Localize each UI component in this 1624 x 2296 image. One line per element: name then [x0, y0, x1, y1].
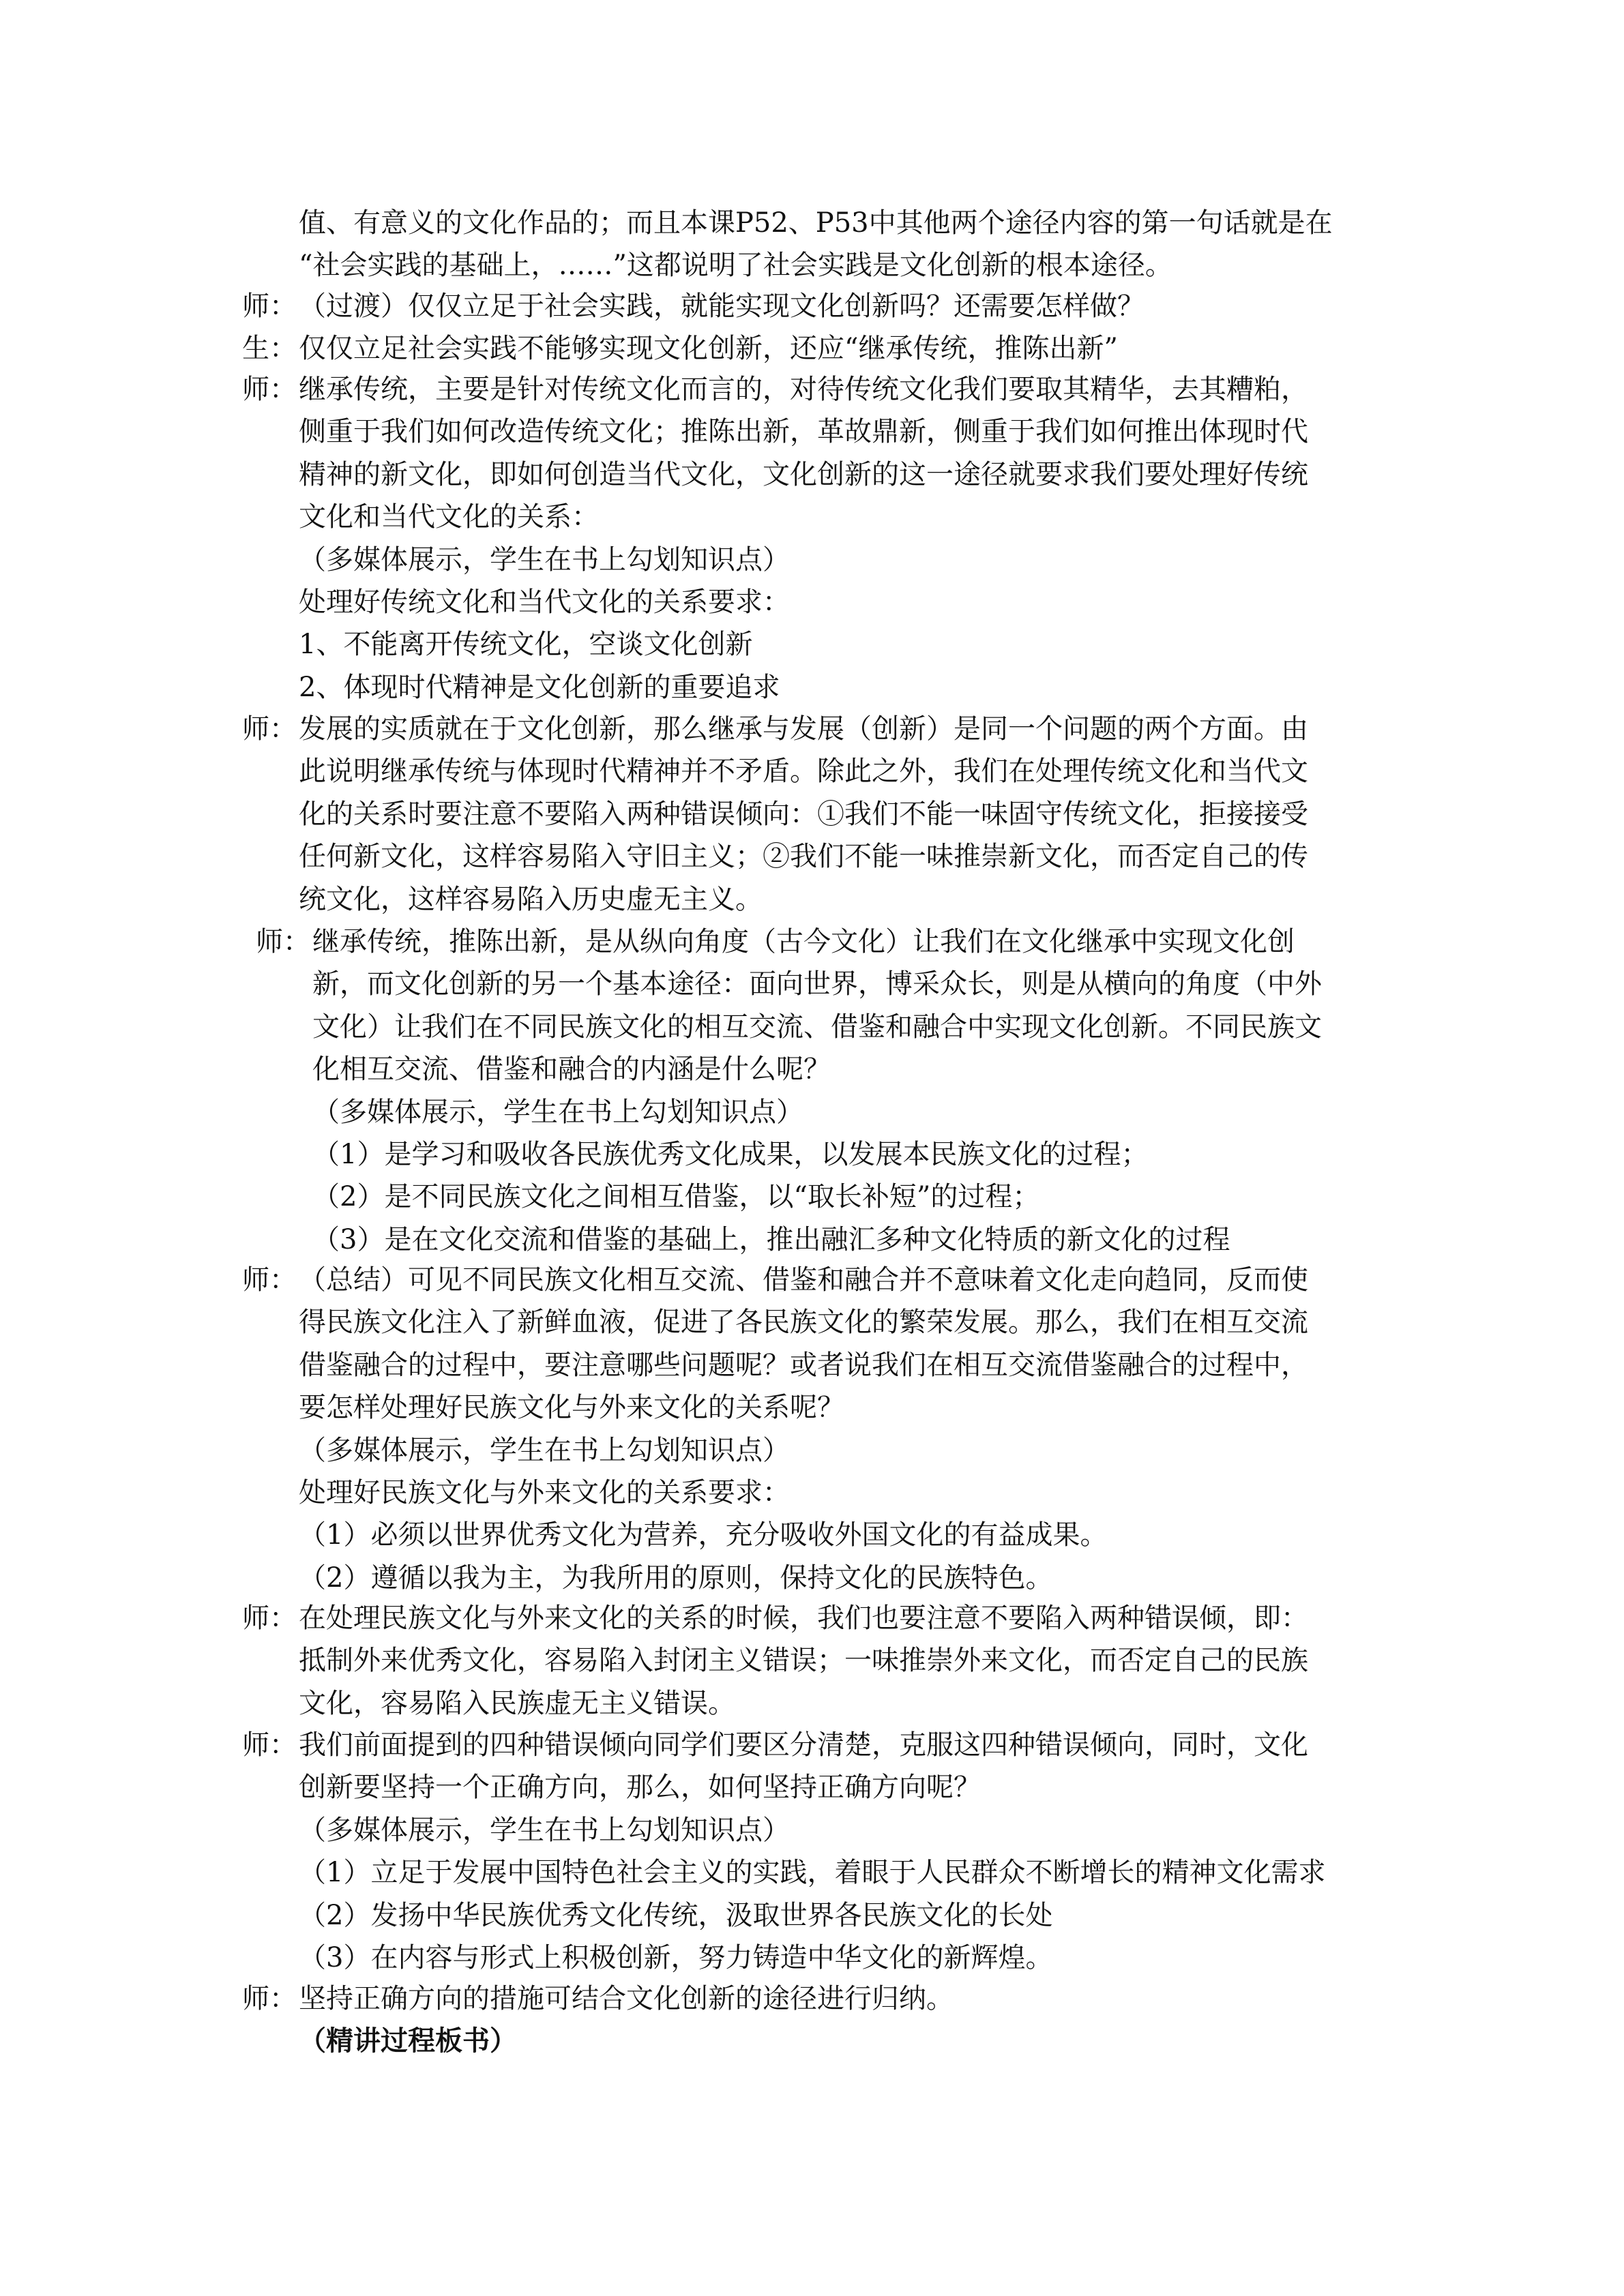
text-line: 处理好传统文化和当代文化的关系要求：: [299, 586, 790, 618]
text-line: （精讲过程板书）: [299, 2025, 517, 2057]
text-line: 借鉴融合的过程中，要注意哪些问题呢？或者说我们在相互交流借鉴融合的过程中，: [299, 1349, 1308, 1381]
speaker-label: 师：: [242, 290, 297, 322]
text-line: 化相互交流、借鉴和融合的内涵是什么呢？: [312, 1054, 831, 1086]
text-line: （多媒体展示，学生在书上勾划知识点）: [299, 1434, 790, 1466]
text-line: 精神的新文化，即如何创造当代文化，文化创新的这一途径就要求我们要处理好传统: [299, 458, 1308, 490]
text-line: 创新要坚持一个正确方向，那么，如何坚持正确方向呢？: [299, 1772, 981, 1804]
text-line: 要怎样处理好民族文化与外来文化的关系呢？: [299, 1392, 844, 1424]
text-line: 新，而文化创新的另一个基本途径：面向世界，博采众长，则是从横向的角度（中外: [312, 968, 1322, 1000]
text-line: 抵制外来优秀文化，容易陷入封闭主义错误；一味推崇外来文化，而否定自己的民族: [299, 1645, 1308, 1677]
speaker-label: 师：: [242, 374, 297, 405]
text-line: （总结）可见不同民族文化相互交流、借鉴和融合并不意味着文化走向趋同，反而使: [299, 1264, 1308, 1296]
text-line: 继承传统，推陈出新，是从纵向角度（古今文化）让我们在文化继承中实现文化创: [312, 926, 1295, 957]
text-line: 文化和当代文化的关系：: [299, 501, 599, 533]
text-line: 仅仅立足社会实践不能够实现文化创新，还应“继承传统，推陈出新”: [299, 333, 1118, 364]
text-line: 得民族文化注入了新鲜血液，促进了各民族文化的繁荣发展。那么，我们在相互交流: [299, 1307, 1308, 1339]
text-line: （多媒体展示，学生在书上勾划知识点）: [299, 543, 790, 576]
text-line: （多媒体展示，学生在书上勾划知识点）: [299, 1814, 790, 1846]
text-line: （2）发扬中华民族优秀文化传统，汲取世界各民族文化的长处: [299, 1899, 1053, 1931]
speaker-label: 师：: [242, 1983, 297, 2014]
text-line: （多媒体展示，学生在书上勾划知识点）: [312, 1096, 803, 1128]
text-line: 2、体现时代精神是文化创新的重要追求: [299, 671, 780, 703]
text-line: 值、有意义的文化作品的；而且本课P52、P53中其他两个途径内容的第一句话就是在: [299, 207, 1333, 239]
speaker-label: 师：: [256, 926, 310, 957]
speaker-label: 师：: [242, 1264, 297, 1296]
text-line: 侧重于我们如何改造传统文化；推陈出新，革故鼎新，侧重于我们如何推出体现时代: [299, 416, 1308, 448]
speaker-label: 师：: [242, 1729, 297, 1761]
text-line: （3）在内容与形式上积极创新，努力铸造中华文化的新辉煌。: [299, 1942, 1053, 1973]
text-line: 文化，容易陷入民族虚无主义错误。: [299, 1687, 735, 1719]
text-line: “社会实践的基础上，……”这都说明了社会实践是文化创新的根本途径。: [299, 250, 1172, 282]
text-line: 坚持正确方向的措施可结合文化创新的途径进行归纳。: [299, 1983, 954, 2014]
text-line: （1）立足于发展中国特色社会主义的实践，着眼于人民群众不断增长的精神文化需求: [299, 1857, 1326, 1889]
text-line: 化的关系时要注意不要陷入两种错误倾向：①我们不能一味固守传统文化，拒接接受: [299, 798, 1308, 830]
text-line: 任何新文化，这样容易陷入守旧主义；②我们不能一味推崇新文化，而否定自己的传: [299, 841, 1308, 873]
text-line: （1）是学习和吸收各民族优秀文化成果，以发展本民族文化的过程；: [312, 1139, 1149, 1170]
text-line: （2）是不同民族文化之间相互借鉴，以“取长补短”的过程；: [312, 1181, 1040, 1213]
text-line: 我们前面提到的四种错误倾向同学们要区分清楚，克服这四种错误倾向，同时，文化: [299, 1729, 1308, 1761]
speaker-label: 生：: [242, 333, 297, 364]
text-line: 1、不能离开传统文化，空谈文化创新: [299, 629, 753, 661]
text-line: （1）必须以世界优秀文化为营养，充分吸收外国文化的有益成果。: [299, 1519, 1108, 1551]
text-line: （过渡）仅仅立足于社会实践，就能实现文化创新吗？还需要怎样做？: [299, 290, 1145, 322]
text-line: （2）遵循以我为主，为我所用的原则，保持文化的民族特色。: [299, 1562, 1053, 1594]
text-line: 统文化，这样容易陷入历史虚无主义。: [299, 883, 763, 915]
text-line: 在处理民族文化与外来文化的关系的时候，我们也要注意不要陷入两种错误倾，即：: [299, 1602, 1308, 1634]
text-line: 此说明继承传统与体现时代精神并不矛盾。除此之外，我们在处理传统文化和当代文: [299, 756, 1308, 788]
speaker-label: 师：: [242, 1602, 297, 1634]
text-line: 处理好民族文化与外来文化的关系要求：: [299, 1477, 790, 1508]
text-line: 继承传统，主要是针对传统文化而言的，对待传统文化我们要取其精华，去其糟粕，: [299, 374, 1308, 405]
speaker-label: 师：: [242, 713, 297, 745]
text-line: 发展的实质就在于文化创新，那么继承与发展（创新）是同一个问题的两个方面。由: [299, 713, 1308, 745]
text-line: （3）是在文化交流和借鉴的基础上，推出融汇多种文化特质的新文化的过程: [312, 1223, 1230, 1255]
text-line: 文化）让我们在不同民族文化的相互交流、借鉴和融合中实现文化创新。不同民族文: [312, 1011, 1322, 1043]
